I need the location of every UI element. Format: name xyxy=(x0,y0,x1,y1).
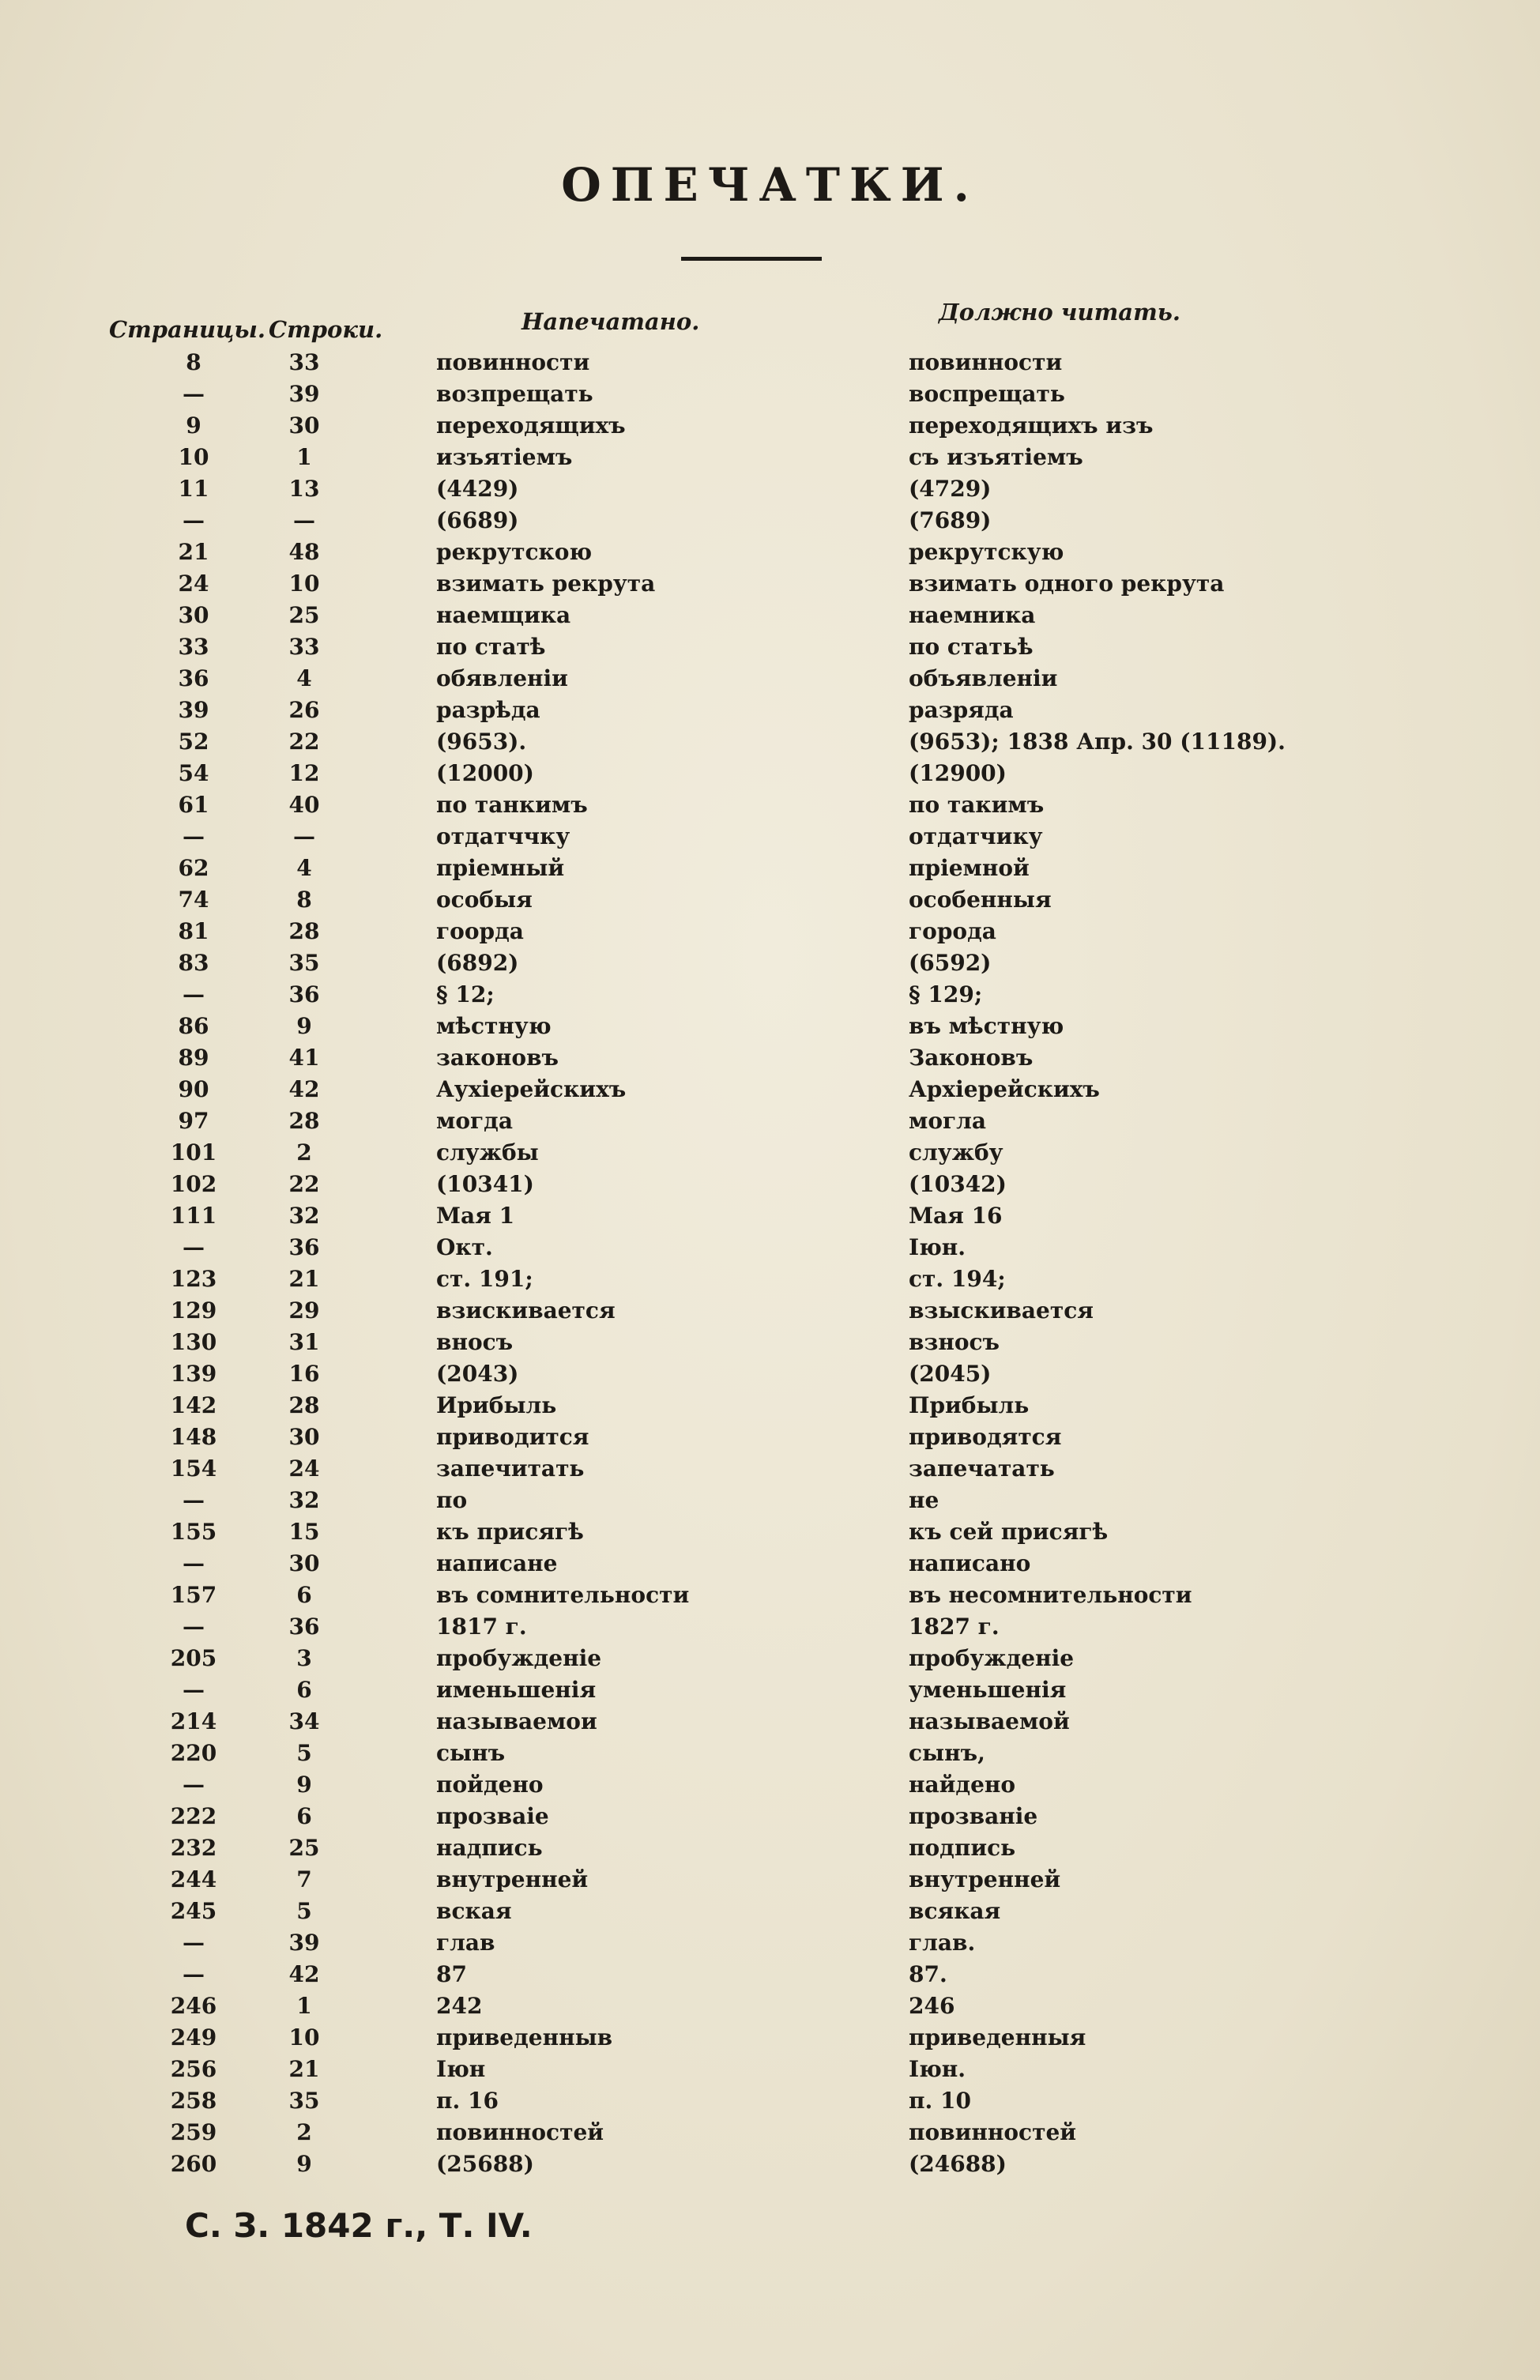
cell-page: 130 xyxy=(170,1329,217,1355)
table-row xyxy=(0,757,1540,789)
cell-printed: Окт. xyxy=(436,1234,493,1260)
cell-page: 11 xyxy=(178,476,209,502)
cell-page: 249 xyxy=(170,2024,217,2050)
cell-line: 32 xyxy=(288,1203,320,1229)
cell-line: 10 xyxy=(288,2024,320,2050)
table-row xyxy=(0,441,1540,473)
cell-printed: внутренней xyxy=(436,1866,589,1892)
table-row xyxy=(0,504,1540,536)
cell-line: 21 xyxy=(288,2056,320,2082)
cell-should-read: написано xyxy=(909,1550,1031,1576)
cell-should-read: Мая 16 xyxy=(909,1203,1003,1229)
cell-should-read: (12900) xyxy=(909,760,1007,786)
table-row xyxy=(0,567,1540,599)
cell-should-read: (7689) xyxy=(909,507,992,533)
table-row xyxy=(0,1579,1540,1610)
cell-page: 83 xyxy=(178,950,209,976)
table-row xyxy=(0,2021,1540,2053)
cell-page: 244 xyxy=(170,1866,217,1892)
table-row xyxy=(0,2148,1540,2179)
cell-should-read: разряда xyxy=(909,697,1014,723)
cell-line: 9 xyxy=(296,1013,312,1039)
cell-printed: 242 xyxy=(436,1993,483,2019)
cell-line: 35 xyxy=(288,2088,320,2114)
cell-line: 9 xyxy=(296,2151,312,2177)
cell-should-read: (10342) xyxy=(909,1171,1007,1197)
cell-line: 8 xyxy=(296,887,312,913)
cell-page: 62 xyxy=(178,855,209,881)
table-row xyxy=(0,1642,1540,1674)
cell-page: — xyxy=(183,507,205,533)
cell-should-read: 246 xyxy=(909,1993,955,2019)
cell-line: 6 xyxy=(296,1582,312,1608)
cell-should-read: подпись xyxy=(909,1835,1016,1861)
cell-should-read: съ изъятіемъ xyxy=(909,444,1083,470)
cell-printed: пріемный xyxy=(436,855,565,881)
cell-line: 35 xyxy=(288,950,320,976)
cell-page: 220 xyxy=(170,1740,217,1766)
cell-printed: особыя xyxy=(436,887,533,913)
cell-page: 30 xyxy=(178,602,209,628)
cell-page: 52 xyxy=(178,729,209,755)
cell-page: 61 xyxy=(178,792,209,818)
cell-page: 90 xyxy=(178,1076,209,1102)
table-row xyxy=(0,1136,1540,1168)
cell-should-read: прозваніе xyxy=(909,1803,1038,1829)
cell-printed: къ присягѣ xyxy=(436,1519,584,1545)
table-row xyxy=(0,1358,1540,1389)
cell-page: 154 xyxy=(170,1455,217,1482)
cell-should-read: глав. xyxy=(909,1930,976,1956)
cell-line: 13 xyxy=(288,476,320,502)
cell-line: 39 xyxy=(288,1930,320,1956)
table-row xyxy=(0,599,1540,631)
cell-page: 142 xyxy=(170,1392,217,1418)
cell-printed: наемщика xyxy=(436,602,571,628)
table-row xyxy=(0,1895,1540,1926)
cell-page: 222 xyxy=(170,1803,217,1829)
table-row xyxy=(0,789,1540,820)
cell-line: 22 xyxy=(288,729,320,755)
cell-printed: (12000) xyxy=(436,760,534,786)
cell-should-read: уменьшенія xyxy=(909,1677,1067,1703)
cell-should-read: взносъ xyxy=(909,1329,1000,1355)
cell-printed: законовъ xyxy=(436,1045,559,1071)
table-row xyxy=(0,1705,1540,1737)
cell-should-read: по такимъ xyxy=(909,792,1045,818)
cell-page: 246 xyxy=(170,1993,217,2019)
table-row xyxy=(0,1105,1540,1136)
cell-printed: разрѣда xyxy=(436,697,540,723)
cell-page: 81 xyxy=(178,918,209,944)
cell-printed: именьшенія xyxy=(436,1677,597,1703)
table-row xyxy=(0,1452,1540,1484)
cell-should-read: внутренней xyxy=(909,1866,1061,1892)
table-row xyxy=(0,1863,1540,1895)
cell-line: 34 xyxy=(288,1708,320,1734)
cell-line: 1 xyxy=(296,444,312,470)
cell-line: 7 xyxy=(296,1866,312,1892)
cell-page: 10 xyxy=(178,444,209,470)
cell-page: 245 xyxy=(170,1898,217,1924)
table-row xyxy=(0,1737,1540,1768)
cell-page: 205 xyxy=(170,1645,217,1671)
cell-printed: по xyxy=(436,1487,468,1513)
cell-line: — xyxy=(293,507,315,533)
cell-page: 157 xyxy=(170,1582,217,1608)
cell-should-read: (6592) xyxy=(909,950,992,976)
cell-page: 148 xyxy=(170,1424,217,1450)
table-row xyxy=(0,662,1540,694)
cell-line: 28 xyxy=(288,918,320,944)
table-row xyxy=(0,473,1540,504)
table-row xyxy=(0,536,1540,567)
cell-page: 33 xyxy=(178,634,209,660)
cell-page: — xyxy=(183,823,205,849)
cell-printed: взискивается xyxy=(436,1297,616,1324)
cell-should-read: Іюн. xyxy=(909,2056,966,2082)
cell-printed: ст. 191; xyxy=(436,1266,533,1292)
cell-line: 28 xyxy=(288,1108,320,1134)
cell-line: — xyxy=(293,823,315,849)
table-row xyxy=(0,1484,1540,1516)
table-row xyxy=(0,1610,1540,1642)
cell-printed: приведенныв xyxy=(436,2024,613,2050)
cell-should-read: запечатать xyxy=(909,1455,1055,1482)
cell-page: 8 xyxy=(186,349,201,375)
cell-line: 28 xyxy=(288,1392,320,1418)
cell-page: 214 xyxy=(170,1708,217,1734)
table-row xyxy=(0,1768,1540,1800)
cell-printed: (10341) xyxy=(436,1171,534,1197)
header-page: Страницы. xyxy=(109,316,265,343)
cell-page: 129 xyxy=(170,1297,217,1324)
cell-page: 21 xyxy=(178,539,209,565)
table-row xyxy=(0,378,1540,409)
cell-page: 39 xyxy=(178,697,209,723)
header-printed: Напечатано. xyxy=(521,308,700,335)
cell-printed: въ сомнительности xyxy=(436,1582,690,1608)
table-row xyxy=(0,1516,1540,1547)
cell-should-read: (2045) xyxy=(909,1361,992,1387)
table-row xyxy=(0,725,1540,757)
cell-should-read: не xyxy=(909,1487,939,1513)
cell-should-read: повинности xyxy=(909,349,1063,375)
cell-line: 4 xyxy=(296,855,312,881)
cell-should-read: (24688) xyxy=(909,2151,1007,2177)
cell-printed: возпрещать xyxy=(436,381,593,407)
cell-line: 30 xyxy=(288,1424,320,1450)
cell-should-read: сынъ, xyxy=(909,1740,985,1766)
cell-page: 9 xyxy=(186,412,201,439)
cell-line: 5 xyxy=(296,1898,312,1924)
cell-line: 1 xyxy=(296,1993,312,2019)
errata-table xyxy=(0,346,1540,2179)
table-row xyxy=(0,2084,1540,2116)
cell-page: — xyxy=(183,1772,205,1798)
cell-line: 32 xyxy=(288,1487,320,1513)
cell-should-read: Законовъ xyxy=(909,1045,1034,1071)
cell-printed: переходящихъ xyxy=(436,412,626,439)
cell-line: 2 xyxy=(296,2119,312,2145)
cell-should-read: могла xyxy=(909,1108,987,1134)
cell-page: 89 xyxy=(178,1045,209,1071)
cell-should-read: 87. xyxy=(909,1961,947,1987)
cell-page: 259 xyxy=(170,2119,217,2145)
cell-printed: сынъ xyxy=(436,1740,506,1766)
cell-line: 42 xyxy=(288,1076,320,1102)
cell-line: 36 xyxy=(288,1614,320,1640)
table-row xyxy=(0,1547,1540,1579)
table-row xyxy=(0,820,1540,852)
cell-should-read: Іюн. xyxy=(909,1234,966,1260)
table-row xyxy=(0,2053,1540,2084)
cell-printed: запечитать xyxy=(436,1455,585,1482)
cell-printed: рекрутскою xyxy=(436,539,593,565)
cell-printed: пробужденіе xyxy=(436,1645,602,1671)
cell-printed: прозваіе xyxy=(436,1803,549,1829)
cell-printed: Іюн xyxy=(436,2056,486,2082)
cell-line: 24 xyxy=(288,1455,320,1482)
cell-should-read: взимать одного рекрута xyxy=(909,571,1225,597)
table-row xyxy=(0,1294,1540,1326)
cell-page: — xyxy=(183,1487,205,1513)
cell-printed: по статѣ xyxy=(436,634,546,660)
cell-page: 155 xyxy=(170,1519,217,1545)
cell-line: 26 xyxy=(288,697,320,723)
table-row xyxy=(0,1990,1540,2021)
table-row xyxy=(0,631,1540,662)
cell-page: 232 xyxy=(170,1835,217,1861)
cell-should-read: § 129; xyxy=(909,981,983,1007)
table-row xyxy=(0,978,1540,1010)
cell-line: 48 xyxy=(288,539,320,565)
table-row xyxy=(0,1010,1540,1041)
cell-page: 97 xyxy=(178,1108,209,1134)
cell-should-read: п. 10 xyxy=(909,2088,971,2114)
cell-line: 22 xyxy=(288,1171,320,1197)
cell-should-read: (4729) xyxy=(909,476,992,502)
cell-should-read: всякая xyxy=(909,1898,1001,1924)
cell-printed: называемои xyxy=(436,1708,597,1734)
cell-line: 16 xyxy=(288,1361,320,1387)
cell-page: 101 xyxy=(170,1139,217,1166)
cell-page: — xyxy=(183,1550,205,1576)
cell-line: 4 xyxy=(296,665,312,691)
table-row xyxy=(0,852,1540,883)
cell-line: 9 xyxy=(296,1772,312,1798)
cell-line: 2 xyxy=(296,1139,312,1166)
cell-page: 54 xyxy=(178,760,209,786)
cell-line: 29 xyxy=(288,1297,320,1324)
cell-page: — xyxy=(183,1930,205,1956)
cell-printed: написане xyxy=(436,1550,558,1576)
cell-should-read: въ мѣстную xyxy=(909,1013,1064,1039)
cell-printed: отдатччку xyxy=(436,823,570,849)
cell-should-read: особенныя xyxy=(909,887,1052,913)
cell-page: 86 xyxy=(178,1013,209,1039)
cell-page: — xyxy=(183,1677,205,1703)
table-row xyxy=(0,1168,1540,1199)
cell-should-read: воспрещать xyxy=(909,381,1065,407)
cell-should-read: ст. 194; xyxy=(909,1266,1006,1292)
cell-should-read: называемой xyxy=(909,1708,1070,1734)
table-row xyxy=(0,883,1540,915)
cell-line: 10 xyxy=(288,571,320,597)
table-row xyxy=(0,1073,1540,1105)
cell-page: — xyxy=(183,1234,205,1260)
cell-printed: вносъ xyxy=(436,1329,514,1355)
cell-printed: изъятіемъ xyxy=(436,444,573,470)
cell-printed: службы xyxy=(436,1139,539,1166)
cell-line: 33 xyxy=(288,349,320,375)
table-row xyxy=(0,1326,1540,1358)
cell-line: 41 xyxy=(288,1045,320,1071)
cell-line: 30 xyxy=(288,1550,320,1576)
cell-printed: (25688) xyxy=(436,2151,534,2177)
cell-line: 12 xyxy=(288,760,320,786)
cell-printed: Ирибыль xyxy=(436,1392,557,1418)
cell-page: — xyxy=(183,1614,205,1640)
cell-should-read: пріемной xyxy=(909,855,1030,881)
cell-line: 5 xyxy=(296,1740,312,1766)
cell-should-read: Архіерейскихъ xyxy=(909,1076,1100,1102)
cell-page: 102 xyxy=(170,1171,217,1197)
table-row xyxy=(0,1389,1540,1421)
cell-printed: 1817 г. xyxy=(436,1614,527,1640)
table-row xyxy=(0,1231,1540,1263)
cell-line: 39 xyxy=(288,381,320,407)
table-row xyxy=(0,694,1540,725)
cell-line: 36 xyxy=(288,981,320,1007)
table-row xyxy=(0,1958,1540,1990)
cell-line: 30 xyxy=(288,412,320,439)
table-row xyxy=(0,1832,1540,1863)
cell-should-read: города xyxy=(909,918,996,944)
table-row xyxy=(0,1263,1540,1294)
cell-line: 31 xyxy=(288,1329,320,1355)
cell-page: 256 xyxy=(170,2056,217,2082)
cell-page: 260 xyxy=(170,2151,217,2177)
cell-line: 25 xyxy=(288,602,320,628)
cell-should-read: (9653); 1838 Апр. 30 (11189). xyxy=(909,729,1286,755)
cell-should-read: приводятся xyxy=(909,1424,1062,1450)
table-row xyxy=(0,1674,1540,1705)
cell-line: 3 xyxy=(296,1645,312,1671)
cell-should-read: отдатчику xyxy=(909,823,1043,849)
cell-printed: повинности xyxy=(436,349,590,375)
header-line: Строки. xyxy=(269,316,383,343)
cell-should-read: рекрутскую xyxy=(909,539,1064,565)
table-row xyxy=(0,1199,1540,1231)
title-rule xyxy=(681,257,822,261)
cell-should-read: переходящихъ изъ xyxy=(909,412,1154,439)
cell-line: 6 xyxy=(296,1677,312,1703)
table-row xyxy=(0,2116,1540,2148)
cell-printed: повинностей xyxy=(436,2119,604,2145)
table-row xyxy=(0,1800,1540,1832)
cell-should-read: наемника xyxy=(909,602,1036,628)
cell-printed: (9653). xyxy=(436,729,527,755)
cell-should-read: службу xyxy=(909,1139,1003,1166)
cell-printed: по танкимъ xyxy=(436,792,588,818)
cell-should-read: объявленіи xyxy=(909,665,1058,691)
cell-should-read: 1827 г. xyxy=(909,1614,1000,1640)
cell-page: — xyxy=(183,381,205,407)
cell-printed: § 12; xyxy=(436,981,495,1007)
cell-printed: Мая 1 xyxy=(436,1203,515,1229)
cell-printed: пойдено xyxy=(436,1772,544,1798)
cell-printed: Аухіерейскихъ xyxy=(436,1076,627,1102)
cell-page: 123 xyxy=(170,1266,217,1292)
cell-should-read: приведенныя xyxy=(909,2024,1086,2050)
cell-line: 15 xyxy=(288,1519,320,1545)
table-row xyxy=(0,1926,1540,1958)
cell-line: 25 xyxy=(288,1835,320,1861)
cell-printed: обявленіи xyxy=(436,665,568,691)
cell-printed: (6689) xyxy=(436,507,519,533)
cell-should-read: найдено xyxy=(909,1772,1016,1798)
cell-printed: гоорда xyxy=(436,918,524,944)
table-row xyxy=(0,1421,1540,1452)
table-row xyxy=(0,915,1540,947)
page-title: ОПЕЧАТКИ. xyxy=(561,158,979,212)
cell-line: 6 xyxy=(296,1803,312,1829)
cell-line: 42 xyxy=(288,1961,320,1987)
cell-page: — xyxy=(183,1961,205,1987)
table-row xyxy=(0,1041,1540,1073)
table-row xyxy=(0,947,1540,978)
cell-should-read: въ несомнительности xyxy=(909,1582,1192,1608)
cell-line: 36 xyxy=(288,1234,320,1260)
cell-printed: (6892) xyxy=(436,950,519,976)
cell-printed: приводится xyxy=(436,1424,589,1450)
cell-should-read: по статьѣ xyxy=(909,634,1034,660)
cell-printed: мѣстную xyxy=(436,1013,552,1039)
cell-page: — xyxy=(183,981,205,1007)
cell-page: 258 xyxy=(170,2088,217,2114)
cell-page: 111 xyxy=(170,1203,217,1229)
cell-should-read: Прибыль xyxy=(909,1392,1030,1418)
cell-printed: надпись xyxy=(436,1835,543,1861)
cell-printed: взимать рекрута xyxy=(436,571,656,597)
cell-page: 74 xyxy=(178,887,209,913)
footer-signature: С. З. 1842 г., Т. IV. xyxy=(185,2206,533,2245)
cell-line: 21 xyxy=(288,1266,320,1292)
cell-should-read: повинностей xyxy=(909,2119,1077,2145)
cell-printed: (4429) xyxy=(436,476,519,502)
cell-page: 139 xyxy=(170,1361,217,1387)
cell-printed: (2043) xyxy=(436,1361,519,1387)
cell-printed: вская xyxy=(436,1898,512,1924)
table-row xyxy=(0,409,1540,441)
header-should-read: Должно читать. xyxy=(939,299,1181,326)
cell-printed: п. 16 xyxy=(436,2088,499,2114)
table-row xyxy=(0,346,1540,378)
cell-should-read: пробужденіе xyxy=(909,1645,1075,1671)
cell-printed: 87 xyxy=(436,1961,467,1987)
cell-printed: глав xyxy=(436,1930,495,1956)
cell-line: 40 xyxy=(288,792,320,818)
cell-should-read: къ сей присягѣ xyxy=(909,1519,1109,1545)
cell-printed: могда xyxy=(436,1108,513,1134)
cell-should-read: взыскивается xyxy=(909,1297,1094,1324)
cell-page: 24 xyxy=(178,571,209,597)
cell-line: 33 xyxy=(288,634,320,660)
cell-page: 36 xyxy=(178,665,209,691)
